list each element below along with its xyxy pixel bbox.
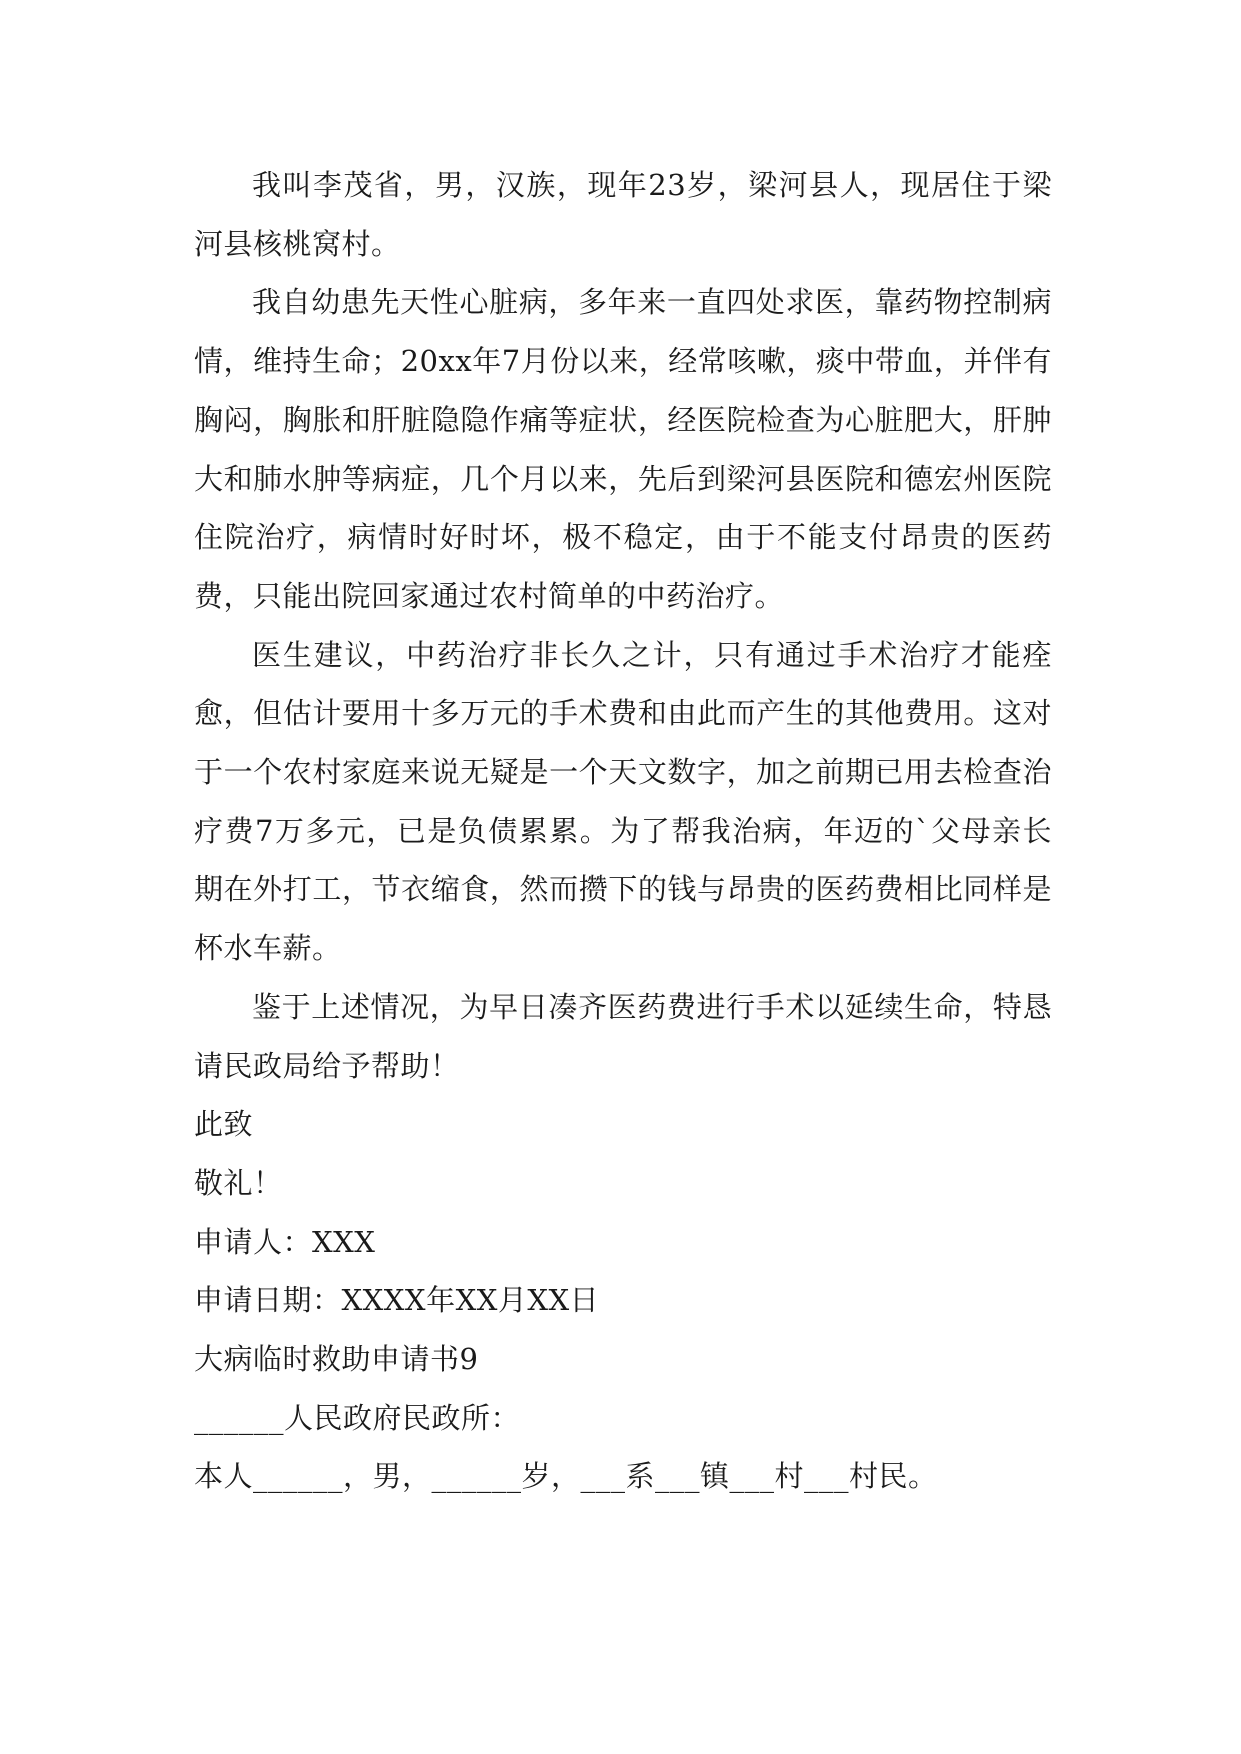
paragraph-intro: 我叫李茂省，男，汉族，现年23岁，梁河县人，现居住于梁河县核桃窝村。 [194, 168, 1052, 261]
date-line: 申请日期：XXXX年XX月XX日 [194, 1283, 600, 1318]
next-document-body-start: 本人______，男，______岁，___系___镇___村___村民。 [194, 1459, 938, 1494]
paragraph-illness: 我自幼患先天性心脏病，多年来一直四处求医，靠药物控制病情，维持生命；20xx年7月份以来，经常咳嗽，痰中带血，并伴有胸闷，胸胀和肝脏隐隐作痛等症状，经医院检查为心脏肥大，肝肿大和肺水肿等病症，几个月以来，先后到梁河县医院和德宏州医院住院治疗，病情时好时坏，极不稳定，由于不能支付昂贵的医药费，只能出院回家通过农村简单的中药治疗。 [194, 285, 1052, 613]
paragraph-treatment-cost: 医生建议，中药治疗非长久之计，只有通过手术治疗才能痊愈，但估计要用十多万元的手术费和由此而产生的其他费用。这对于一个农村家庭来说无疑是一个天文数字，加之前期已用去检查治疗费7万多元，已是负债累累。为了帮我治病，年迈的`父母亲长期在外打工，节衣缩食，然而攒下的钱与昂贵的医药费相比同样是杯水车薪。 [194, 637, 1052, 966]
paragraph-request: 鉴于上述情况，为早日凑齐医药费进行手术以延续生命，特恳请民政局给予帮助！ [194, 989, 1052, 1083]
salute-line: 敬礼！ [194, 1165, 283, 1200]
document-body [194, 156, 1052, 1506]
next-document-title: 大病临时救助申请书9 [194, 1342, 479, 1377]
closing-line: 此致 [194, 1107, 254, 1142]
next-document-addressee: ______人民政府民政所： [194, 1400, 521, 1435]
applicant-line: 申请人：XXX [194, 1224, 376, 1259]
